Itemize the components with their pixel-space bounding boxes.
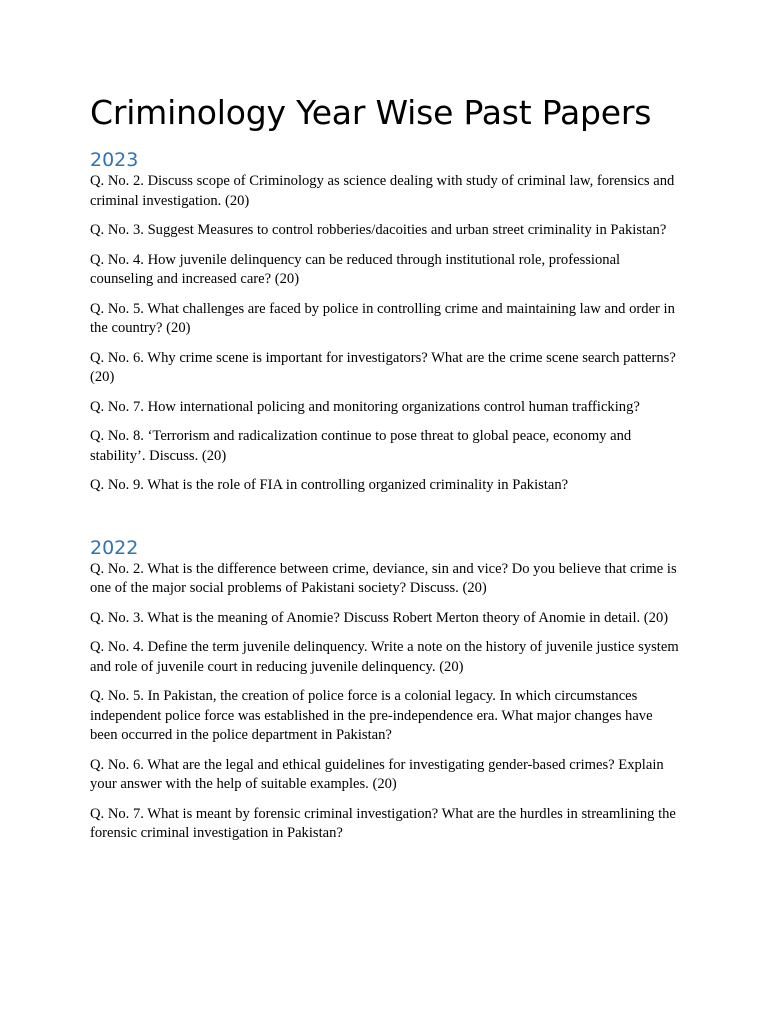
question-item: Q. No. 2. What is the difference between crime, deviance, sin and vice? Do you believe that crime is one of the major social problems of Pakistani society? Discuss. (20) (90, 560, 677, 596)
question-item: Q. No. 6. What are the legal and ethical guidelines for investigating gender-based crimes? Explain your answer with the help of suitable examples. (20) (90, 756, 664, 792)
year-heading-2022: 2022 (90, 536, 139, 559)
question-item: Q. No. 6. Why crime scene is important for investigators? What are the crime scene search patterns? (20) (90, 349, 676, 385)
question-item: Q. No. 7. How international policing and monitoring organizations control human trafficking? (90, 398, 640, 415)
page-title: Criminology Year Wise Past Papers (90, 93, 652, 132)
question-item: Q. No. 7. What is meant by forensic criminal investigation? What are the hurdles in streamlining the forensic criminal investigation in Pakistan? (90, 805, 676, 841)
question-item: Q. No. 9. What is the role of FIA in controlling organized criminality in Pakistan? (90, 477, 569, 493)
year-heading-2023: 2023 (90, 149, 139, 171)
question-item: Q. No. 4. How juvenile delinquency can be reduced through institutional role, professional counseling and increased care? (20) (90, 251, 621, 287)
section-2023 (90, 148, 680, 496)
question-item: Q. No. 5. What challenges are faced by police in controlling crime and maintaining law and order in the country? (20) (90, 300, 675, 336)
question-item: Q. No. 5. In Pakistan, the creation of police force is a colonial legacy. In which circumstances independent police force was established in the pre-independence era. What major changes have been occurred in the police department in Pakistan? (90, 688, 653, 743)
document-page (90, 92, 680, 854)
question-item: Q. No. 2. Discuss scope of Criminology as science dealing with study of criminal law, forensics and criminal investigation. (20) (90, 173, 675, 209)
section-2022 (90, 536, 680, 844)
question-item: Q. No. 8. ‘Terrorism and radicalization continue to pose threat to global peace, economy and stability’. Discuss. (20) (90, 428, 632, 464)
question-item: Q. No. 3. Suggest Measures to control robberies/dacoities and urban street criminality in Pakistan? (90, 222, 667, 238)
question-item: Q. No. 4. Define the term juvenile delinquency. Write a note on the history of juvenile justice system and role of juvenile court in reducing juvenile delinquency. (20) (90, 639, 679, 675)
question-item: Q. No. 3. What is the meaning of Anomie? Discuss Robert Merton theory of Anomie in detail. (20) (90, 609, 669, 626)
